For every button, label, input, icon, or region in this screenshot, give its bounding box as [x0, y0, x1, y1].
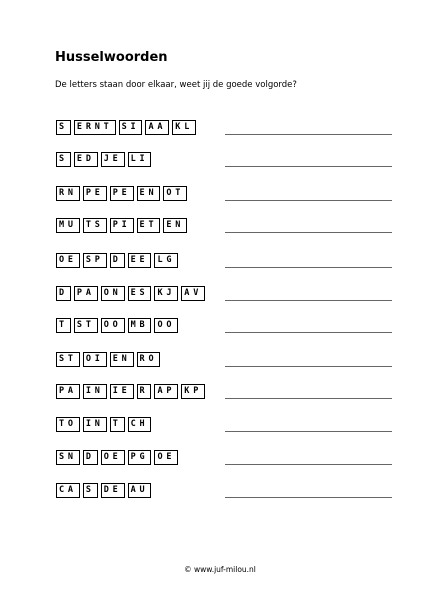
letter-group-box: SN: [56, 450, 80, 465]
letter-group-box: KL: [172, 120, 196, 135]
answer-line[interactable]: [225, 464, 392, 465]
scrambled-letters: [56, 450, 181, 465]
scrambled-letters: [56, 417, 154, 432]
letter-group-box: EN: [137, 186, 161, 201]
scrambled-letters: [56, 483, 154, 498]
letter-group-box: KJ: [154, 286, 178, 301]
letter-group-box: MB: [128, 318, 152, 333]
letter-group-box: PI: [110, 218, 134, 233]
letter-group-box: PE: [83, 186, 107, 201]
puzzle-row: [0, 253, 440, 269]
puzzle-row: [0, 186, 440, 202]
letter-group-box: IE: [110, 384, 134, 399]
letter-group-box: ST: [56, 352, 80, 367]
letter-group-box: EN: [163, 218, 187, 233]
letter-group-box: T: [56, 318, 71, 333]
letter-group-box: OT: [163, 186, 187, 201]
letter-group-box: ET: [137, 218, 161, 233]
answer-line[interactable]: [225, 267, 392, 268]
letter-group-box: SI: [119, 120, 143, 135]
footer-copyright: © www.juf-milou.nl: [184, 565, 256, 574]
letter-group-box: AU: [128, 483, 152, 498]
letter-group-box: MU: [56, 218, 80, 233]
letter-group-box: PG: [128, 450, 152, 465]
scrambled-letters: [56, 120, 199, 135]
letter-group-box: ED: [74, 152, 98, 167]
letter-group-box: T: [110, 417, 125, 432]
letter-group-box: SP: [83, 253, 107, 268]
puzzle-row: [0, 152, 440, 168]
letter-group-box: EN: [110, 352, 134, 367]
letter-group-box: PE: [110, 186, 134, 201]
puzzle-row: [0, 417, 440, 433]
letter-group-box: KP: [181, 384, 205, 399]
letter-group-box: D: [56, 286, 71, 301]
letter-group-box: TS: [83, 218, 107, 233]
puzzle-row: [0, 286, 440, 302]
worksheet-title: Husselwoorden: [55, 50, 168, 65]
letter-group-box: ERNT: [74, 120, 116, 135]
letter-group-box: EE: [128, 253, 152, 268]
letter-group-box: ES: [128, 286, 152, 301]
letter-group-box: AP: [154, 384, 178, 399]
letter-group-box: LI: [128, 152, 152, 167]
scrambled-letters: [56, 152, 154, 167]
answer-line[interactable]: [225, 134, 392, 135]
letter-group-box: OO: [101, 318, 125, 333]
letter-group-box: DE: [101, 483, 125, 498]
letter-group-box: ON: [101, 286, 125, 301]
letter-group-box: OE: [56, 253, 80, 268]
instruction-text: De letters staan door elkaar, weet jij de goede volgorde?: [55, 80, 297, 90]
letter-group-box: TO: [56, 417, 80, 432]
letter-group-box: CA: [56, 483, 80, 498]
letter-group-box: PA: [74, 286, 98, 301]
scrambled-letters: [56, 186, 190, 201]
letter-group-box: S: [56, 120, 71, 135]
scrambled-letters: [56, 286, 208, 301]
scrambled-letters: [56, 352, 163, 367]
letter-group-box: JE: [101, 152, 125, 167]
letter-group-box: OE: [101, 450, 125, 465]
puzzle-row: [0, 318, 440, 334]
answer-line[interactable]: [225, 431, 392, 432]
puzzle-row: [0, 483, 440, 499]
letter-group-box: OO: [154, 318, 178, 333]
letter-group-box: D: [110, 253, 125, 268]
letter-group-box: S: [56, 152, 71, 167]
letter-group-box: CH: [128, 417, 152, 432]
puzzle-row: [0, 384, 440, 400]
answer-line[interactable]: [225, 300, 392, 301]
letter-group-box: AV: [181, 286, 205, 301]
scrambled-letters: [56, 318, 181, 333]
answer-line[interactable]: [225, 332, 392, 333]
scrambled-letters: [56, 253, 181, 268]
scrambled-letters: [56, 218, 190, 233]
letter-group-box: RN: [56, 186, 80, 201]
letter-group-box: S: [83, 483, 98, 498]
letter-group-box: IN: [83, 417, 107, 432]
letter-group-box: RO: [137, 352, 161, 367]
puzzle-row: [0, 120, 440, 136]
letter-group-box: ST: [74, 318, 98, 333]
puzzle-row: [0, 218, 440, 234]
scrambled-letters: [56, 384, 208, 399]
answer-line[interactable]: [225, 232, 392, 233]
letter-group-box: IN: [83, 384, 107, 399]
answer-line[interactable]: [225, 200, 392, 201]
answer-line[interactable]: [225, 497, 392, 498]
letter-group-box: OI: [83, 352, 107, 367]
letter-group-box: AA: [145, 120, 169, 135]
letter-group-box: OE: [154, 450, 178, 465]
puzzle-row: [0, 352, 440, 368]
answer-line[interactable]: [225, 366, 392, 367]
answer-line[interactable]: [225, 166, 392, 167]
letter-group-box: R: [137, 384, 152, 399]
letter-group-box: PA: [56, 384, 80, 399]
answer-line[interactable]: [225, 398, 392, 399]
letter-group-box: LG: [154, 253, 178, 268]
letter-group-box: D: [83, 450, 98, 465]
puzzle-row: [0, 450, 440, 466]
